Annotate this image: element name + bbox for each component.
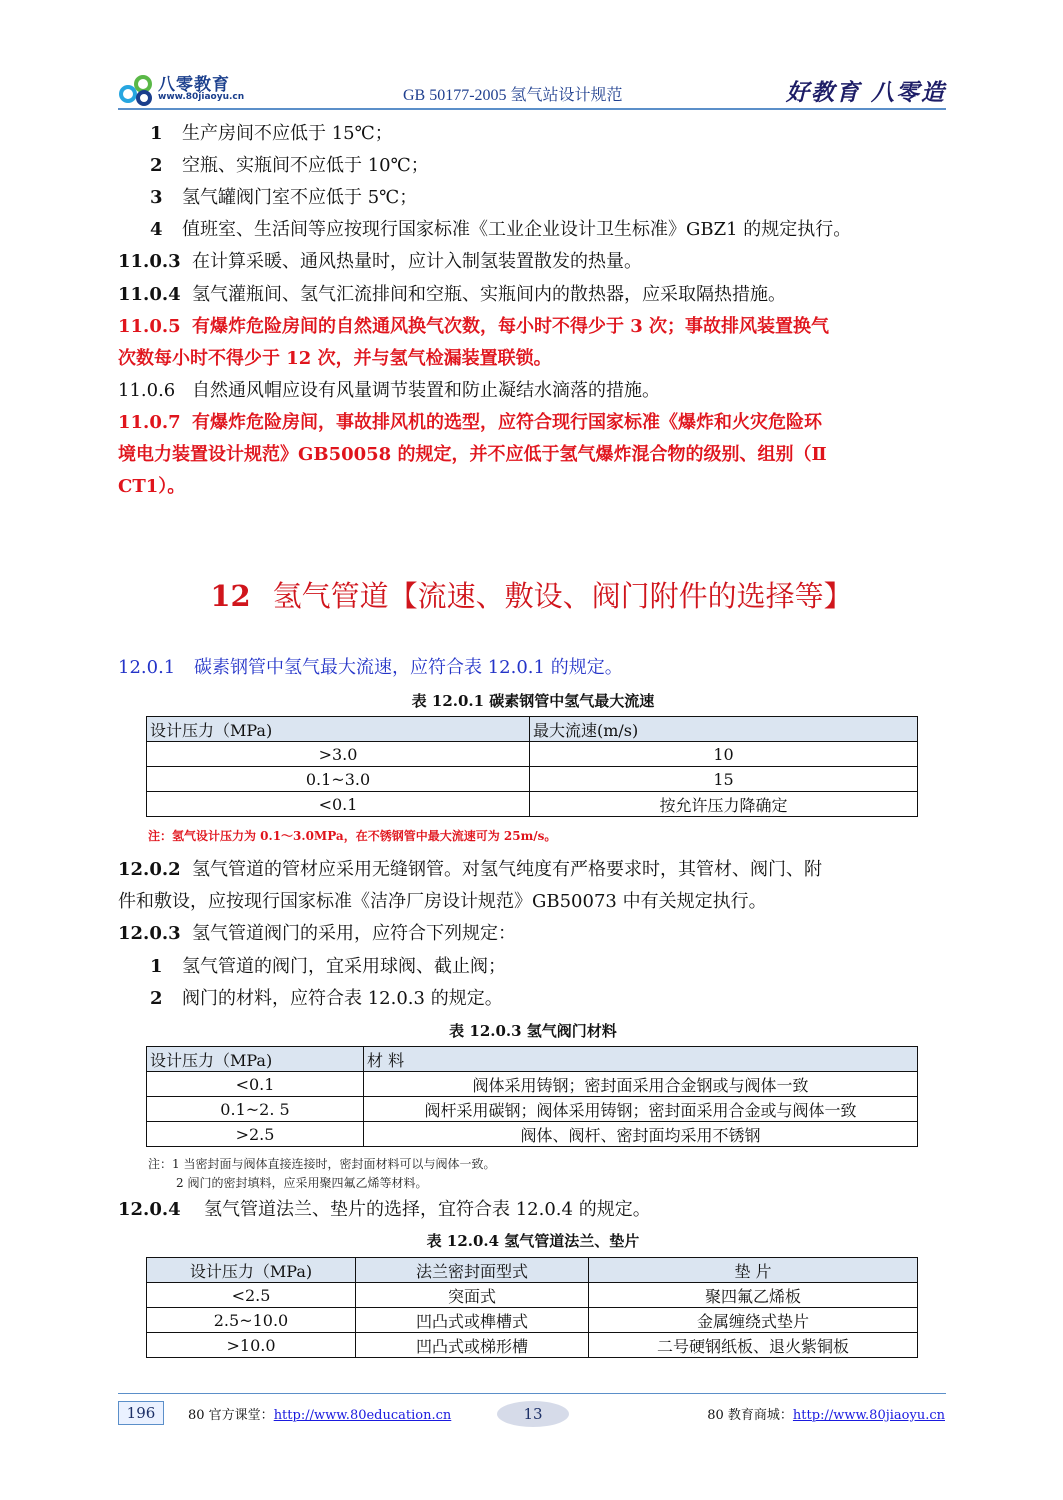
clause-11-0-7-cont: 境电力装置设计规范》GB50058 的规定，并不应低于氢气爆炸混合物的级别、组别（Ⅱ <box>118 444 827 465</box>
list-item: 2 空瓶、实瓶间不应低于 10℃； <box>150 155 429 176</box>
table-caption: 表 12.0.3 氢气阀门材料 <box>449 1022 617 1040</box>
clause-12-0-4: 12.0.4 氢气管道法兰、垫片的选择，宜符合表 12.0.4 的规定。 <box>118 1199 651 1220</box>
table-row: >3.0 10 <box>147 742 918 767</box>
footer-divider <box>118 1393 946 1394</box>
table-note: 注：1 当密封面与阀体直接连接时，密封面材料可以与阀体一致。 <box>148 1157 496 1171</box>
header-divider <box>118 108 946 110</box>
max-velocity-table <box>146 716 918 817</box>
footer-left: 80 官方课堂：http://www.80education.cn <box>188 1408 452 1423</box>
clause-12-0-2-cont: 件和敷设，应按现行国家标准《洁净厂房设计规范》GB50073 中有关规定执行。 <box>118 891 767 912</box>
list-item: 2 阀门的材料，应符合表 12.0.3 的规定。 <box>150 988 503 1009</box>
clause-12-0-1: 12.0.1 碳素钢管中氢气最大流速，应符合表 12.0.1 的规定。 <box>118 657 623 678</box>
table-row: 2.5~10.0 凹凸式或榫槽式 金属缠绕式垫片 <box>147 1308 918 1333</box>
table-header-row: 设计压力（MPa) 法兰密封面型式 垫 片 <box>147 1258 918 1283</box>
table-row: >2.5 阀体、阀杆、密封面均采用不锈钢 <box>147 1122 918 1147</box>
clause-11-0-7-cont2: CT1）。 <box>118 476 186 497</box>
clause-12-0-2: 12.0.2 氢气管道的管材应采用无缝钢管。对氢气纯度有严格要求时，其管材、阀门、附 <box>118 859 822 880</box>
valve-material-table <box>146 1046 918 1147</box>
list-item: 4 值班室、生活间等应按现行国家标准《工业企业设计卫生标准》GBZ1 的规定执行。 <box>150 219 852 240</box>
table-caption: 表 12.0.4 氢气管道法兰、垫片 <box>426 1232 640 1250</box>
table-row: 0.1~2. 5 阀杆采用碳钢；阀体采用铸钢；密封面采用合金或与阀体一致 <box>147 1097 918 1122</box>
flange-gasket-table <box>146 1257 918 1358</box>
table-note: 注：氢气设计压力为 0.1～3.0MPa，在不锈钢管中最大流速可为 25m/s。 <box>148 829 557 843</box>
clause-11-0-4: 11.0.4 氢气灌瓶间、氢气汇流排间和空瓶、实瓶间内的散热器，应采取隔热措施。 <box>118 284 786 305</box>
table-row: <0.1 按允许压力降确定 <box>147 792 918 817</box>
clause-11-0-3: 11.0.3 在计算采暖、通风热量时，应计入制氢装置散发的热量。 <box>118 251 642 272</box>
logo-rings-icon <box>118 72 156 106</box>
clause-11-0-5-cont: 次数每小时不得少于 12 次，并与氢气检漏装置联锁。 <box>118 348 552 369</box>
logo-name: 八零教育 <box>158 75 230 95</box>
table-header-row: 设计压力（MPa) 材 料 <box>147 1047 918 1072</box>
list-item: 1 氢气管道的阀门，宜采用球阀、截止阀； <box>150 956 506 977</box>
list-item: 3 氢气罐阀门室不应低于 5℃； <box>150 187 418 208</box>
table-row: <2.5 突面式 聚四氟乙烯板 <box>147 1283 918 1308</box>
list-item: 1 生产房间不应低于 15℃； <box>150 123 393 144</box>
table-note: 2 阀门的密封填料，应采用聚四氟乙烯等材料。 <box>176 1176 428 1190</box>
clause-12-0-3: 12.0.3 氢气管道阀门的采用，应符合下列规定： <box>118 923 516 944</box>
shop-link[interactable]: http://www.80jiaoyu.cn <box>792 1408 945 1423</box>
footer-right: 80 教育商城：http://www.80jiaoyu.cn <box>707 1408 945 1423</box>
clause-11-0-7: 11.0.7 有爆炸危险房间，事故排风机的选型，应符合现行国家标准《爆炸和火灾危险环 <box>118 412 822 433</box>
table-row: 0.1~3.0 15 <box>147 767 918 792</box>
table-caption: 表 12.0.1 碳素钢管中氢气最大流速 <box>411 692 655 710</box>
table-row: >10.0 凹凸式或梯形槽 二号硬钢纸板、退火紫铜板 <box>147 1333 918 1358</box>
official-class-link[interactable]: http://www.80education.cn <box>273 1408 452 1423</box>
slogan: 好教育 八零造 <box>785 79 946 106</box>
table-header-row: 设计压力（MPa) 最大流速(m/s) <box>147 717 918 742</box>
document-title: GB 50177-2005 氢气站设计规范 <box>403 87 623 104</box>
clause-11-0-5: 11.0.5 有爆炸危险房间的自然通风换气次数，每小时不得少于 3 次；事故排风装置换气 <box>118 316 830 337</box>
logo-url: www.80jiaoyu.cn <box>158 92 245 102</box>
page-header <box>118 62 946 108</box>
page-number: 13 <box>497 1401 569 1427</box>
clause-11-0-6: 11.0.6 自然通风帽应设有风量调节装置和防止凝结水滴落的措施。 <box>118 380 660 401</box>
chapter-title: 12 氢气管道【流速、敷设、阀门附件的选择等】 <box>210 579 853 613</box>
table-row: <0.1 阀体采用铸钢；密封面采用合金钢或与阀体一致 <box>147 1072 918 1097</box>
page-box: 196 <box>118 1401 164 1425</box>
logo <box>118 70 258 108</box>
